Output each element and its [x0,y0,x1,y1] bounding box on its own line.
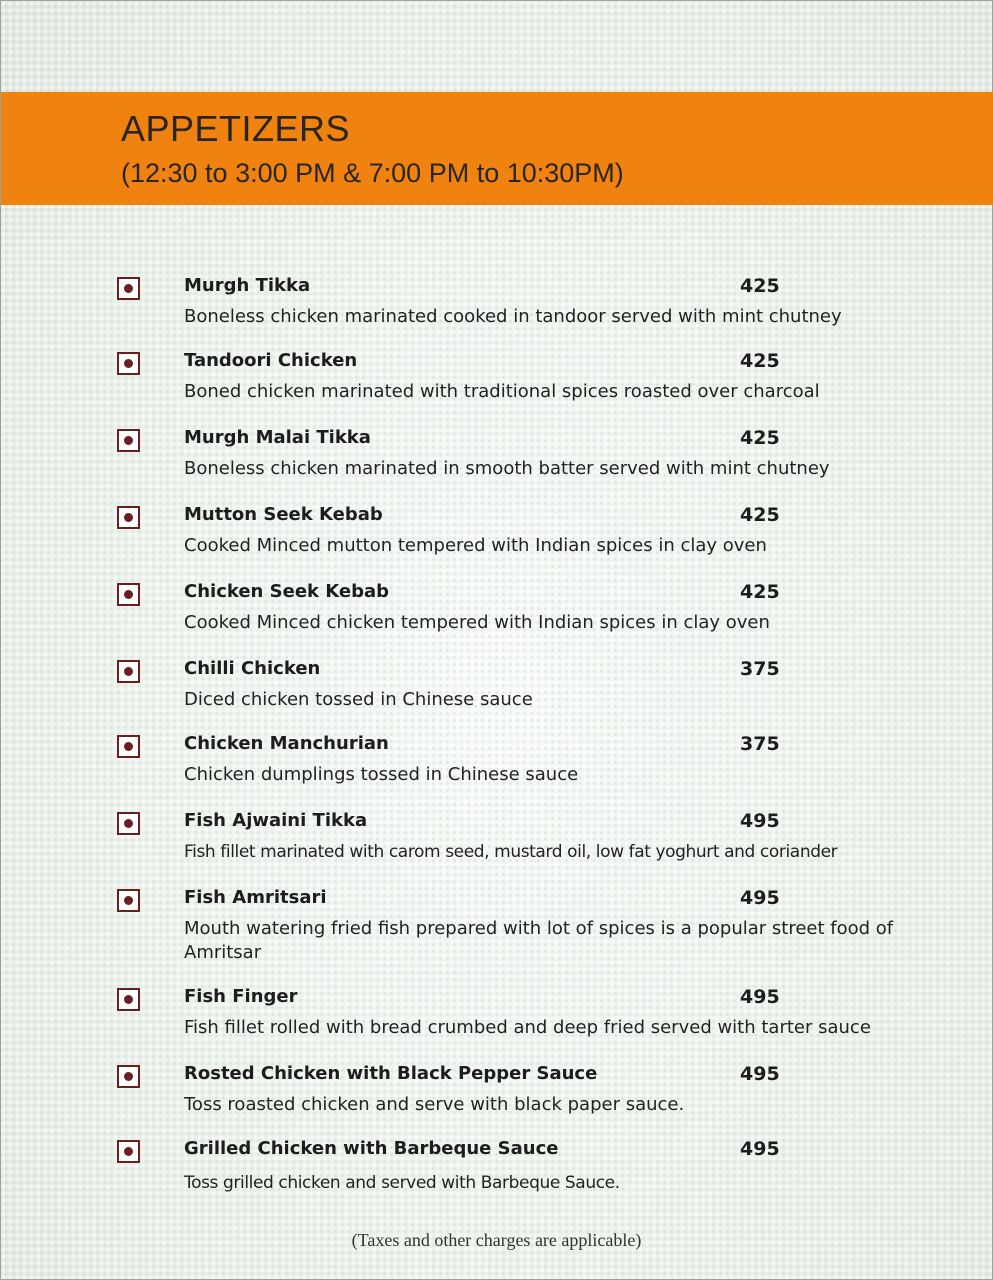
section-header [1,92,993,205]
nonveg-icon [117,660,140,683]
item-description: Toss grilled chicken and served with Barbeque Sauce. [184,1173,620,1193]
item-description: Toss roasted chicken and serve with black paper sauce. [184,1094,685,1115]
nonveg-icon [117,352,140,375]
tax-note [1,1230,993,1251]
item-description: Cooked Minced mutton tempered with Indian spices in clay oven [184,535,767,556]
nonveg-icon [117,583,140,606]
item-price: 495 [740,986,780,1008]
item-description: Cooked Minced chicken tempered with Indian spices in clay oven [184,612,770,633]
item-price: 495 [740,1063,780,1085]
item-name: Fish Finger [184,986,298,1007]
item-name: Fish Amritsari [184,887,327,908]
section-title: APPETIZERS [121,108,351,149]
item-price: 425 [740,427,780,449]
item-price: 495 [740,810,780,832]
item-description: Fish fillet marinated with carom seed, mustard oil, low fat yoghurt and coriander [184,842,838,862]
item-price: 495 [740,1138,780,1160]
item-description: Boned chicken marinated with traditional spices roasted over charcoal [184,381,820,402]
item-description: Diced chicken tossed in Chinese sauce [184,689,533,710]
nonveg-icon [117,889,140,912]
nonveg-icon [117,1140,140,1163]
item-price: 425 [740,275,780,297]
item-price: 425 [740,504,780,526]
nonveg-icon [117,429,140,452]
item-price: 495 [740,887,780,909]
item-name: Chilli Chicken [184,658,321,679]
item-name: Grilled Chicken with Barbeque Sauce [184,1138,559,1159]
item-price: 375 [740,733,780,755]
serving-hours: (12:30 to 3:00 PM & 7:00 PM to 10:30PM) [121,158,624,188]
item-description: Mouth watering fried fish prepared with lot of spices is a popular street food of Amritsar [184,918,894,963]
nonveg-icon [117,1065,140,1088]
item-price: 425 [740,350,780,372]
item-description: Boneless chicken marinated in smooth batter served with mint chutney [184,458,830,479]
nonveg-icon [117,988,140,1011]
item-name: Mutton Seek Kebab [184,504,383,525]
nonveg-icon [117,506,140,529]
item-name: Chicken Manchurian [184,733,389,754]
item-description: Chicken dumplings tossed in Chinese sauce [184,764,579,785]
item-description: Fish fillet rolled with bread crumbed and deep fried served with tarter sauce [184,1017,871,1038]
nonveg-icon [117,812,140,835]
item-name: Murgh Tikka [184,275,311,296]
item-description: Boneless chicken marinated cooked in tandoor served with mint chutney [184,306,842,327]
item-name: Tandoori Chicken [184,350,358,371]
item-name: Rosted Chicken with Black Pepper Sauce [184,1063,598,1084]
nonveg-icon [117,735,140,758]
item-name: Murgh Malai Tikka [184,427,371,448]
nonveg-icon [117,277,140,300]
tax-note-text: (Taxes and other charges are applicable) [351,1230,642,1250]
item-name: Fish Ajwaini Tikka [184,810,368,831]
item-name: Chicken Seek Kebab [184,581,390,602]
item-price: 375 [740,658,780,680]
item-price: 425 [740,581,780,603]
